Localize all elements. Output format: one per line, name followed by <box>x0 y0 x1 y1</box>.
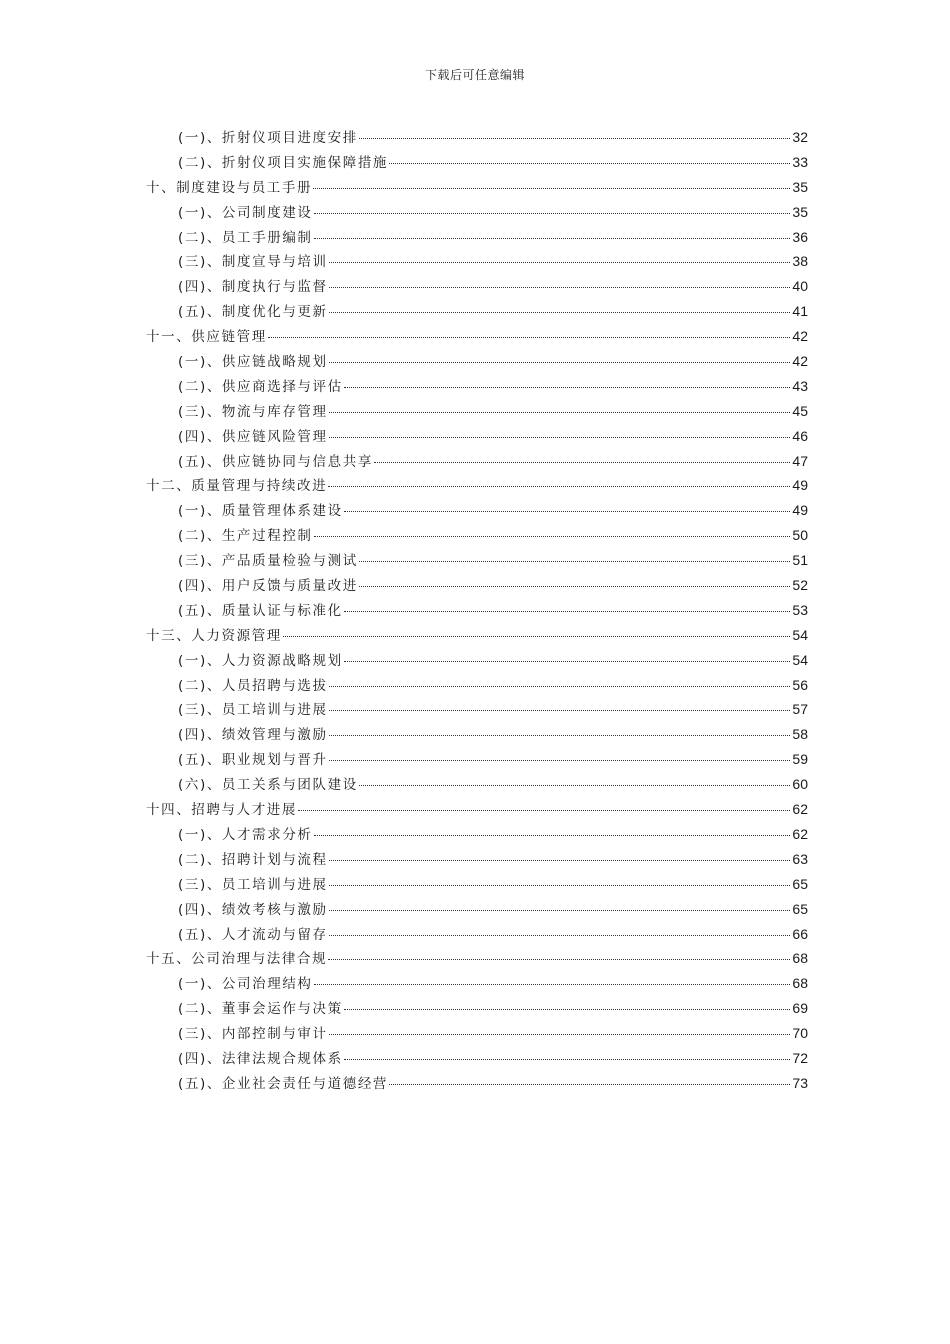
toc-page-number: 43 <box>792 377 808 394</box>
toc-dot-leader <box>329 1034 791 1035</box>
toc-page-number: 65 <box>792 900 808 917</box>
toc-section-entry[interactable] <box>146 226 808 251</box>
toc-entry-title: 十五、公司治理与法律合规 <box>146 951 328 968</box>
toc-page-number: 60 <box>792 776 808 793</box>
toc-section-entry[interactable] <box>146 773 808 798</box>
toc-section-entry[interactable] <box>146 997 808 1022</box>
toc-page-number: 32 <box>792 129 808 145</box>
toc-page-number: 49 <box>792 502 808 519</box>
page-header: 下载后可任意编辑 <box>424 68 525 82</box>
toc-page-number: 40 <box>792 278 808 295</box>
toc-dot-leader <box>314 835 791 836</box>
toc-section-entry[interactable] <box>146 300 808 325</box>
toc-section-entry[interactable] <box>146 1022 808 1047</box>
toc-dot-leader <box>359 561 791 562</box>
toc-dot-leader <box>389 1084 790 1085</box>
toc-page-number: 49 <box>792 477 808 494</box>
toc-page-number: 41 <box>792 303 808 320</box>
toc-section-entry[interactable] <box>146 599 808 624</box>
toc-section-entry[interactable] <box>146 201 808 226</box>
toc-section-entry[interactable] <box>146 350 808 375</box>
toc-section-entry[interactable] <box>146 126 808 151</box>
toc-dot-leader <box>329 885 791 886</box>
toc-dot-leader <box>359 138 791 139</box>
toc-section-entry[interactable] <box>146 1072 808 1097</box>
toc-page-number: 53 <box>792 601 808 618</box>
toc-dot-leader <box>344 661 791 662</box>
toc-dot-leader <box>314 984 791 985</box>
toc-page-number: 35 <box>792 203 808 220</box>
toc-section-entry[interactable] <box>146 923 808 948</box>
toc-chapter-entry[interactable] <box>146 798 808 823</box>
toc-entry-title: (一)、供应链战略规划 <box>178 354 328 371</box>
toc-page-number: 35 <box>792 178 808 195</box>
toc-section-entry[interactable] <box>146 873 808 898</box>
toc-page-number: 69 <box>792 1000 808 1017</box>
toc-page-number: 50 <box>792 527 808 544</box>
toc-entry-title: (四)、绩效管理与激励 <box>178 727 328 744</box>
toc-page-number: 42 <box>792 353 808 370</box>
toc-dot-leader <box>359 586 791 587</box>
toc-dot-leader <box>329 860 791 861</box>
toc-section-entry[interactable] <box>146 848 808 873</box>
toc-entry-title: 十、制度建设与员工手册 <box>146 179 313 196</box>
toc-page-number: 47 <box>792 452 808 469</box>
toc-section-entry[interactable] <box>146 748 808 773</box>
toc-page-number: 62 <box>792 801 808 818</box>
toc-dot-leader <box>344 511 791 512</box>
toc-section-entry[interactable] <box>146 698 808 723</box>
toc-entry-title: (五)、职业规划与晋升 <box>178 752 328 769</box>
toc-page-number: 68 <box>792 975 808 992</box>
toc-dot-leader <box>268 337 791 338</box>
toc-page-number: 63 <box>792 850 808 867</box>
toc-section-entry[interactable] <box>146 499 808 524</box>
toc-entry-title: (四)、供应链风险管理 <box>178 428 328 445</box>
toc-entry-title: (五)、企业社会责任与道德经营 <box>178 1075 389 1092</box>
toc-entry-title: (三)、内部控制与审计 <box>178 1026 328 1043</box>
toc-page-number: 36 <box>792 228 808 245</box>
toc-page-number: 38 <box>792 253 808 270</box>
toc-dot-leader <box>329 412 791 413</box>
toc-page-number: 51 <box>792 552 808 569</box>
toc-page-number: 33 <box>792 153 808 170</box>
toc-entry-title: 十二、质量管理与持续改进 <box>146 478 328 495</box>
toc-entry-title: (一)、公司治理结构 <box>178 976 313 993</box>
toc-dot-leader <box>314 238 791 239</box>
toc-section-entry[interactable] <box>146 524 808 549</box>
toc-entry-title: (五)、人才流动与留存 <box>178 926 328 943</box>
toc-entry-title: (一)、人才需求分析 <box>178 826 313 843</box>
toc-chapter-entry[interactable] <box>146 947 808 972</box>
toc-section-entry[interactable] <box>146 723 808 748</box>
toc-section-entry[interactable] <box>146 674 808 699</box>
toc-entry-title: 十一、供应链管理 <box>146 329 267 346</box>
toc-entry-title: (二)、董事会运作与决策 <box>178 1001 343 1018</box>
toc-section-entry[interactable] <box>146 275 808 300</box>
toc-entry-title: (二)、生产过程控制 <box>178 528 313 545</box>
toc-page-number: 52 <box>792 577 808 594</box>
toc-dot-leader <box>329 710 791 711</box>
toc-dot-leader <box>329 760 791 761</box>
toc-dot-leader <box>389 163 790 164</box>
toc-dot-leader <box>329 287 791 288</box>
toc-entry-title: (三)、员工培训与进展 <box>178 702 328 719</box>
toc-page-number: 59 <box>792 751 808 768</box>
toc-section-entry[interactable] <box>146 151 808 176</box>
toc-page-number: 72 <box>792 1049 808 1066</box>
toc-dot-leader <box>328 486 790 487</box>
toc-dot-leader <box>329 735 791 736</box>
toc-dot-leader <box>329 686 791 687</box>
toc-entry-title: (二)、招聘计划与流程 <box>178 851 328 868</box>
toc-section-entry[interactable] <box>146 375 808 400</box>
toc-entry-title: (三)、物流与库存管理 <box>178 403 328 420</box>
toc-section-entry[interactable] <box>146 1047 808 1072</box>
toc-page-number: 45 <box>792 402 808 419</box>
toc-page-number: 73 <box>792 1074 808 1091</box>
toc-dot-leader <box>329 362 791 363</box>
toc-entry-title: 十三、人力资源管理 <box>146 627 282 644</box>
toc-page-number: 58 <box>792 726 808 743</box>
toc-entry-title: 十四、招聘与人才进展 <box>146 802 297 819</box>
toc-entry-title: (五)、制度优化与更新 <box>178 304 328 321</box>
toc-dot-leader <box>283 636 791 637</box>
toc-section-entry[interactable] <box>146 574 808 599</box>
toc-section-entry[interactable] <box>146 400 808 425</box>
toc-entry-title: (五)、质量认证与标准化 <box>178 602 343 619</box>
toc-dot-leader <box>344 387 791 388</box>
toc-dot-leader <box>359 785 791 786</box>
toc-entry-title: (一)、质量管理体系建设 <box>178 503 343 520</box>
toc-dot-leader <box>344 1009 791 1010</box>
toc-dot-leader <box>313 188 790 189</box>
toc-entry-title: (一)、折射仪项目进度安排 <box>178 130 358 146</box>
toc-entry-title: (四)、绩效考核与激励 <box>178 901 328 918</box>
toc-page-number: 54 <box>792 651 808 668</box>
toc-chapter-entry[interactable] <box>146 325 808 350</box>
toc-section-entry[interactable] <box>146 549 808 574</box>
toc-dot-leader <box>298 810 790 811</box>
toc-entry-title: (二)、折射仪项目实施保障措施 <box>178 154 389 171</box>
toc-page-number: 65 <box>792 875 808 892</box>
toc-section-entry[interactable] <box>146 450 808 475</box>
toc-dot-leader <box>329 910 791 911</box>
table-of-contents <box>146 126 808 1097</box>
toc-section-entry[interactable] <box>146 898 808 923</box>
toc-entry-title: (二)、供应商选择与评估 <box>178 378 343 395</box>
toc-dot-leader <box>314 213 791 214</box>
toc-entry-title: (四)、法律法规合规体系 <box>178 1050 343 1067</box>
toc-section-entry[interactable] <box>146 425 808 450</box>
toc-dot-leader <box>329 312 791 313</box>
toc-dot-leader <box>328 959 790 960</box>
toc-entry-title: (一)、公司制度建设 <box>178 204 313 221</box>
toc-entry-title: (四)、制度执行与监督 <box>178 279 328 296</box>
toc-page-number: 42 <box>792 328 808 345</box>
toc-chapter-entry[interactable] <box>146 624 808 649</box>
toc-page-number: 56 <box>792 676 808 693</box>
toc-page-number: 68 <box>792 950 808 967</box>
toc-dot-leader <box>329 437 791 438</box>
toc-page-number: 70 <box>792 1025 808 1042</box>
toc-dot-leader <box>314 536 791 537</box>
toc-page-number: 46 <box>792 427 808 444</box>
toc-page-number: 57 <box>792 701 808 718</box>
toc-dot-leader <box>374 462 790 463</box>
toc-section-entry[interactable] <box>146 972 808 997</box>
toc-dot-leader <box>344 1059 791 1060</box>
toc-section-entry[interactable] <box>146 250 808 275</box>
toc-entry-title: (三)、产品质量检验与测试 <box>178 553 358 570</box>
toc-chapter-entry[interactable] <box>146 176 808 201</box>
toc-entry-title: (四)、用户反馈与质量改进 <box>178 578 358 595</box>
toc-page-number: 66 <box>792 925 808 942</box>
toc-dot-leader <box>329 262 791 263</box>
toc-entry-title: (三)、员工培训与进展 <box>178 876 328 893</box>
toc-entry-title: (六)、员工关系与团队建设 <box>178 777 358 794</box>
toc-page-number: 62 <box>792 825 808 842</box>
toc-entry-title: (五)、供应链协同与信息共享 <box>178 453 373 470</box>
toc-dot-leader <box>344 611 791 612</box>
toc-page-number: 54 <box>792 626 808 643</box>
toc-section-entry[interactable] <box>146 649 808 674</box>
toc-entry-title: (二)、人员招聘与选拔 <box>178 677 328 694</box>
toc-entry-title: (二)、员工手册编制 <box>178 229 313 246</box>
toc-entry-title: (三)、制度宣导与培训 <box>178 254 328 271</box>
toc-section-entry[interactable] <box>146 823 808 848</box>
toc-entry-title: (一)、人力资源战略规划 <box>178 652 343 669</box>
toc-dot-leader <box>329 935 791 936</box>
toc-chapter-entry[interactable] <box>146 474 808 499</box>
